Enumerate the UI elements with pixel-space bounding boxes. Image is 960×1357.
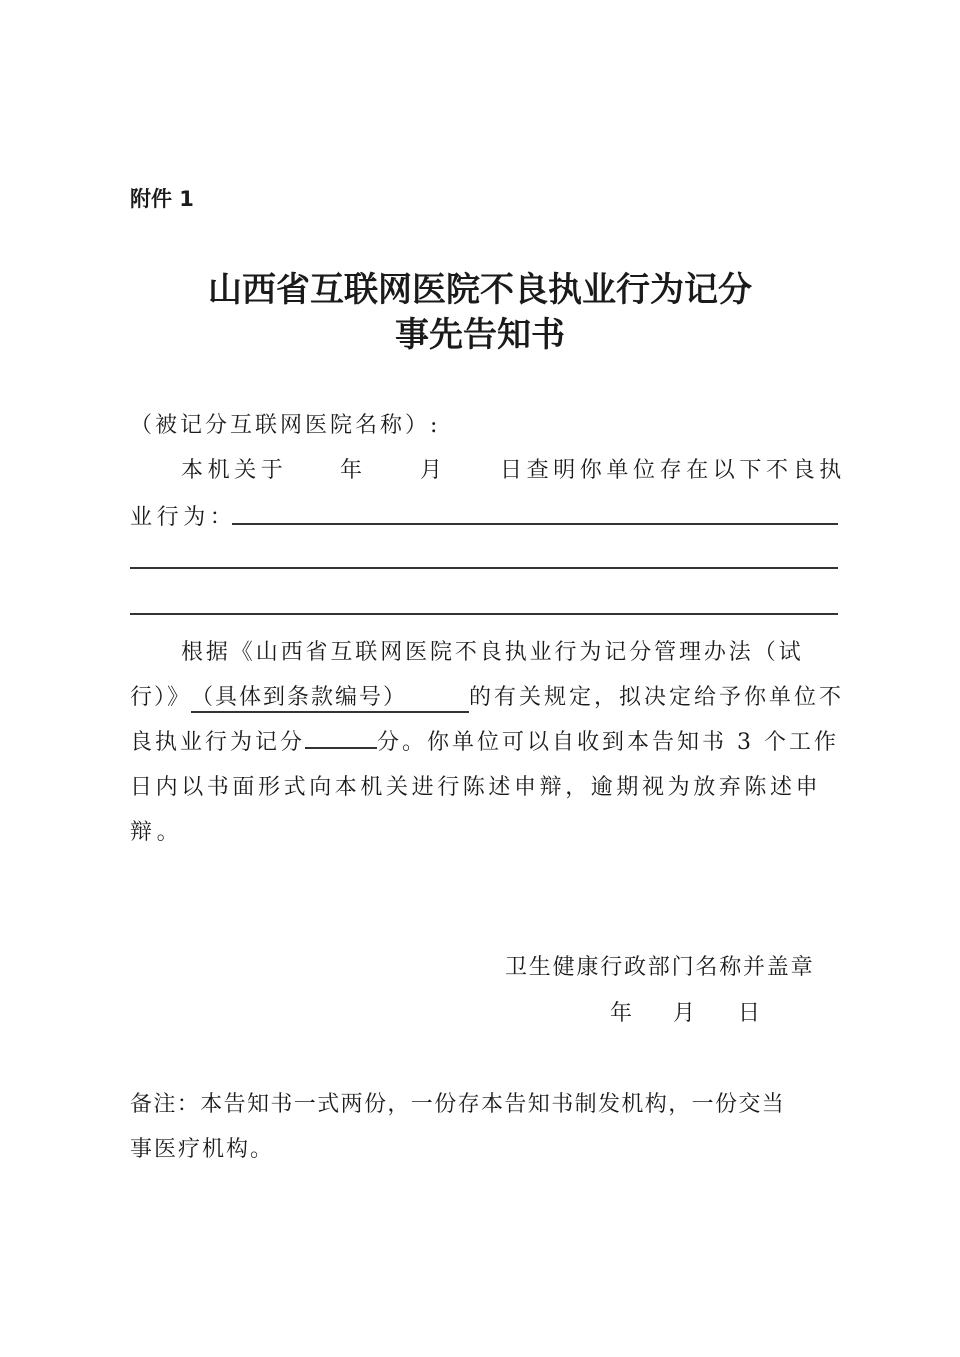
- para1-month: 月: [420, 458, 447, 483]
- para2-line3-prefix: 良执业行为记分: [130, 730, 306, 755]
- para2-line5: 辩。: [130, 820, 184, 845]
- salutation: （被记分互联网医院名称）:: [130, 413, 441, 438]
- para2-line2-suffix: 的有关规定，拟决定给予你单位不: [469, 685, 845, 710]
- clause-fill-blank: [191, 680, 469, 713]
- para1-line1-prefix: 本机关于: [181, 458, 288, 483]
- signature-month: 月: [673, 1001, 700, 1026]
- behavior-fill-line-2: [130, 567, 838, 569]
- signature-year: 年: [610, 1001, 637, 1026]
- para2-line4: 日内以书面形式向本机关进行陈述申辩，逾期视为放弃陈述申: [130, 775, 822, 800]
- para1-year: 年: [340, 458, 367, 483]
- behavior-fill-line-1: [232, 523, 838, 525]
- signature-org: 卫生健康行政部门名称并盖章: [505, 955, 815, 980]
- attachment-label: 附件 1: [130, 187, 194, 211]
- para1-line1-suffix: 日查明你单位存在以下不良执: [500, 458, 846, 483]
- score-fill-blank: [305, 727, 377, 749]
- note-line2: 事医疗机构。: [130, 1137, 275, 1162]
- para2-line2-prefix: 行）》: [130, 685, 192, 710]
- behavior-fill-line-3: [130, 613, 838, 615]
- para2-line1: 根据《山西省互联网医院不良执业行为记分管理办法（试: [181, 640, 804, 665]
- document-title-line2: 事先告知书: [395, 315, 565, 355]
- para1-line2-label: 业行为：: [130, 505, 237, 530]
- note-line1: 备注：本告知书一式两份，一份存本告知书制发机构，一份交当: [130, 1092, 786, 1117]
- clause-placeholder: （具体到条款编号）: [191, 685, 408, 710]
- signature-day: 日: [738, 1001, 765, 1026]
- para2-line3-suffix: 分。你单位可以自收到本告知书 3 个工作: [377, 730, 840, 755]
- document-title-line1: 山西省互联网医院不良执业行为记分: [208, 270, 752, 310]
